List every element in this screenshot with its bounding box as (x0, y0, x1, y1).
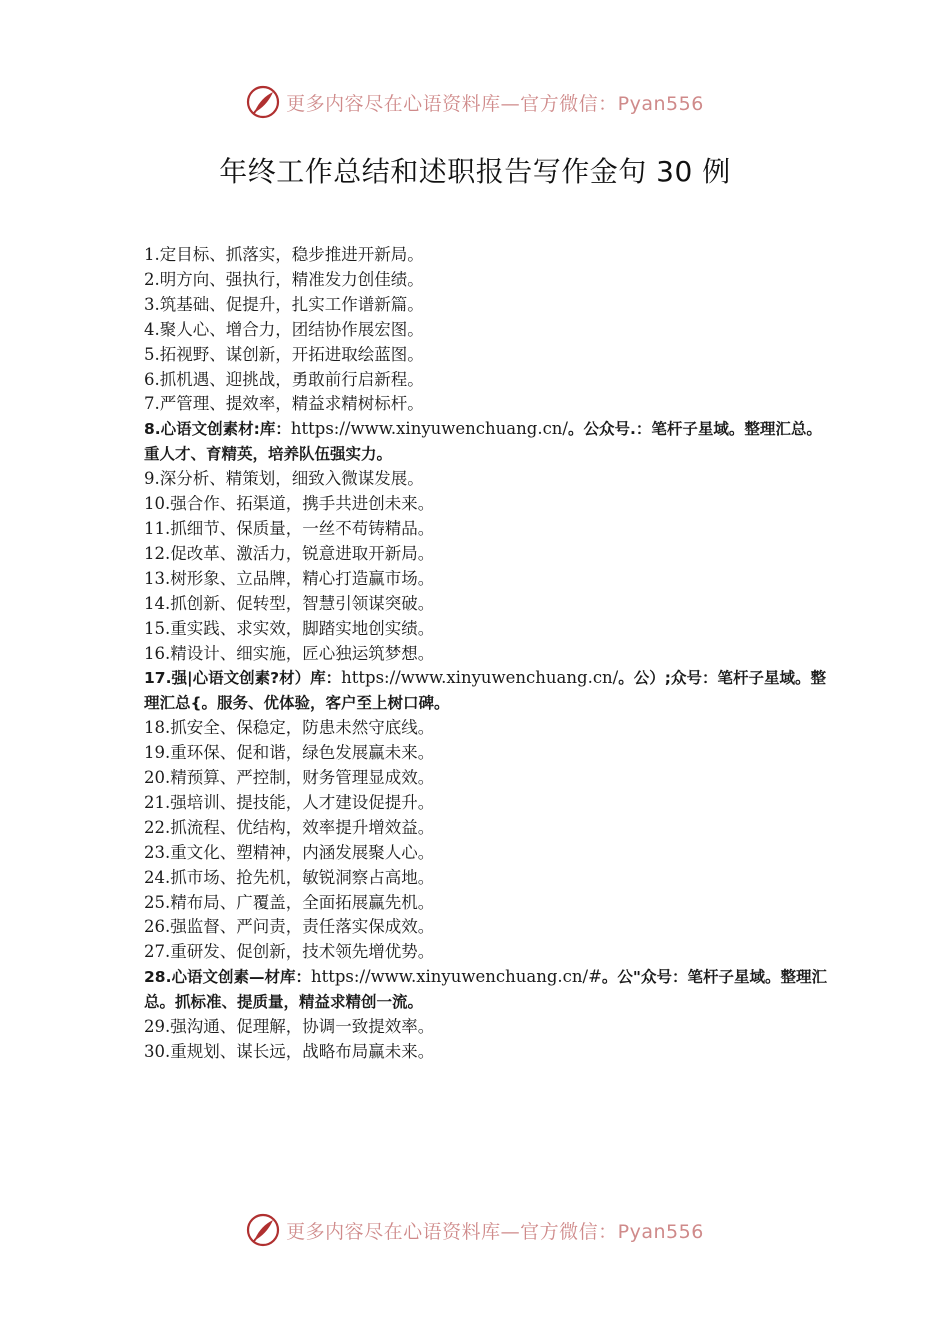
list-item: 5.拓视野、谋创新，开拓进取绘蓝图。 (144, 344, 424, 364)
list-item: 24.抓市场、抢先机，敏锐洞察占高地。 (144, 867, 435, 887)
list-item: 23.重文化、塑精神，内涵发展聚人心。 (144, 842, 435, 862)
list-item: 15.重实践、求实效，脚踏实地创实绩。 (144, 618, 435, 638)
item-url: https://www.xinyuwenchuang.cn/ (290, 419, 568, 439)
list-item: 7.严管理、提效率，精益求精树标杆。 (144, 394, 424, 414)
header-banner-id: Pyan556 (617, 92, 704, 115)
header-banner (0, 82, 950, 122)
list-item: 12.促改革、激活力，锐意进取开新局。 (144, 543, 435, 563)
item-prefix: 8.心语文创素材:库： (144, 420, 291, 439)
list-item: 13.树形象、立品牌，精心打造赢市场。 (144, 568, 435, 588)
list-item: 25.精布局、广覆盖，全面拓展赢先机。 (144, 892, 435, 912)
list-item-watermarked (144, 417, 834, 467)
list-item: 22.抓流程、优结构，效率提升增效益。 (144, 817, 435, 837)
list-item: 16.精设计、细实施，匠心独运筑梦想。 (144, 643, 435, 663)
quill-logo-icon (246, 1213, 280, 1247)
list-item: 11.抓细节、保质量，一丝不苟铸精品。 (144, 518, 435, 538)
list-item: 4.聚人心、增合力，团结协作展宏图。 (144, 319, 424, 339)
list-item-watermarked (144, 965, 834, 1015)
item-suffix: 。公"众号：笔杆子星域。整理汇总。抓标准、提质量，精益求精创一流。 (144, 968, 827, 1012)
footer-banner-id: Pyan556 (617, 1220, 704, 1243)
list-item: 1.定目标、抓落实，稳步推进开新局。 (144, 245, 424, 264)
quill-logo-icon (246, 85, 280, 119)
item-prefix: 28.心语文创素—材库： (144, 968, 311, 987)
list-item: 10.强合作、拓渠道，携手共进创未来。 (144, 494, 435, 514)
footer-banner (0, 1210, 950, 1250)
item-suffix: 。公众号.：笔杆子星域。整理汇总。重人才、育精英，培养队伍强实力。 (144, 420, 822, 464)
list-item-watermarked (144, 666, 834, 716)
footer-banner-text (286, 1217, 704, 1244)
footer-banner-cn: 更多内容尽在心语资料库—官方微信： (286, 1220, 618, 1243)
list-item: 18.抓安全、保稳定，防患未然守底线。 (144, 718, 435, 738)
list-item: 3.筑基础、促提升，扎实工作谱新篇。 (144, 294, 424, 314)
list-item: 6.抓机遇、迎挑战，勇敢前行启新程。 (144, 369, 424, 389)
item-url: https://www.xinyuwenchuang.cn/# (310, 967, 602, 987)
header-banner-cn: 更多内容尽在心语资料库—官方微信： (286, 92, 618, 115)
list-item: 2.明方向、强执行，精准发力创佳绩。 (144, 269, 424, 289)
item-prefix: 17.强|心语文创素?材）库： (144, 669, 342, 688)
item-suffix: 。公）;众号：笔杆子星域。整理汇总{。服务、优体验，客户至上树口碑。 (144, 669, 826, 713)
document-title: 年终工作总结和述职报告写作金句 30 例 (219, 155, 731, 188)
list-item: 14.抓创新、促转型，智慧引领谋突破。 (144, 593, 435, 613)
list-item: 29.强沟通、促理解，协调一致提效率。 (144, 1017, 435, 1037)
list-item: 30.重规划、谋长远，战略布局赢未来。 (144, 1042, 435, 1061)
list-item: 9.深分析、精策划，细致入微谋发展。 (144, 469, 424, 489)
list-item: 21.强培训、提技能，人才建设促提升。 (144, 792, 435, 812)
header-banner-text (286, 89, 704, 116)
list-item: 27.重研发、促创新，技术领先增优势。 (144, 942, 435, 962)
phrase-list (144, 243, 834, 1065)
list-item: 19.重环保、促和谐，绿色发展赢未来。 (144, 743, 435, 763)
item-url: https://www.xinyuwenchuang.cn/ (341, 668, 619, 688)
list-item: 26.强监督、严问责，责任落实保成效。 (144, 917, 435, 937)
list-item: 20.精预算、严控制，财务管理显成效。 (144, 768, 435, 788)
